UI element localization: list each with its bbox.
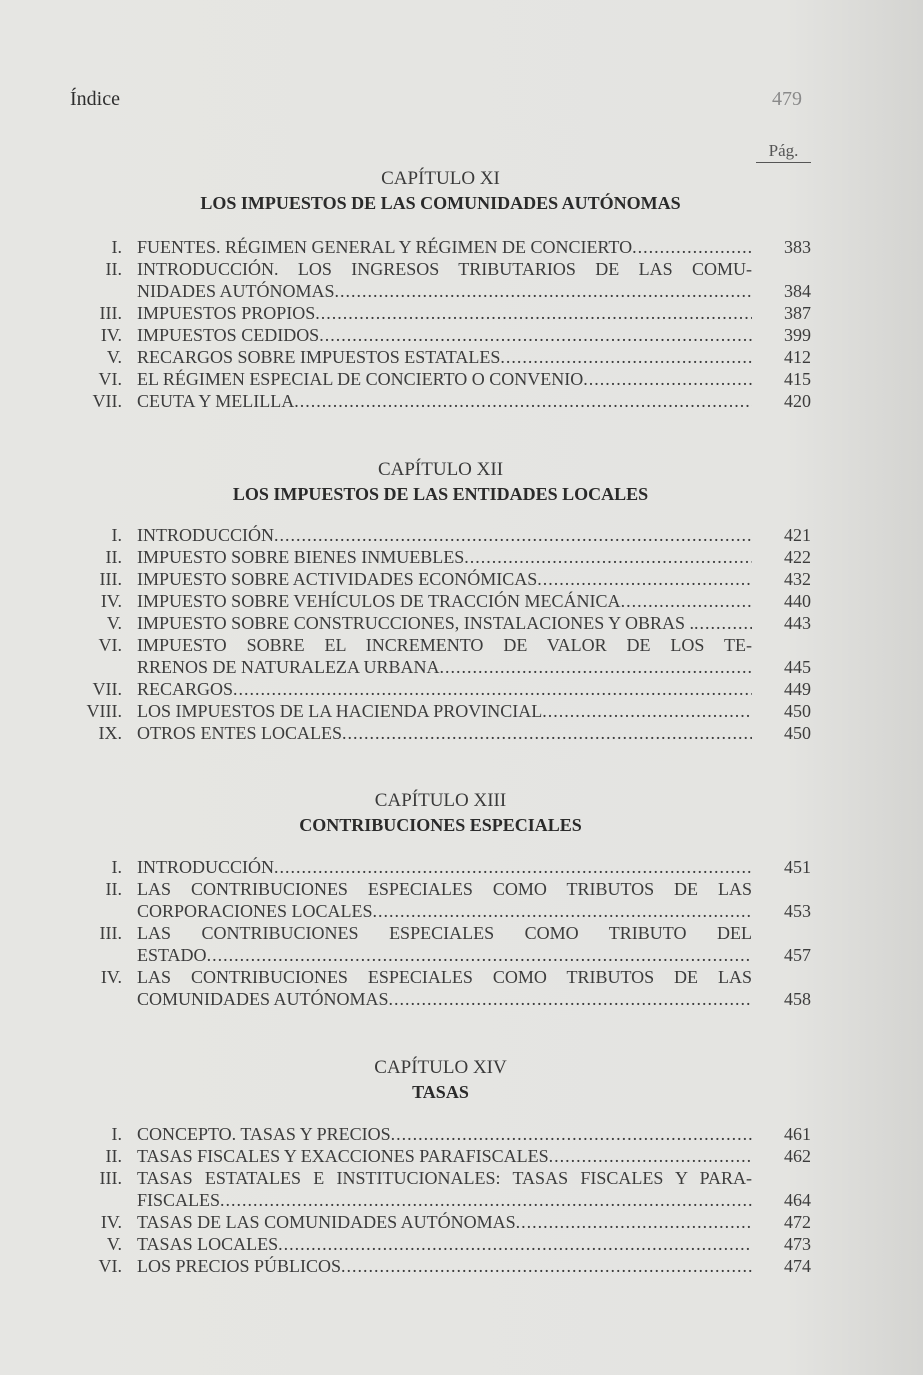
section-title: INTRODUCCIÓN. LOS INGRESOS TRIBUTARIOS DE LAS COMU- bbox=[137, 259, 752, 279]
toc-line bbox=[70, 678, 811, 700]
section-title-col bbox=[137, 1233, 752, 1255]
dot-leader bbox=[342, 722, 752, 744]
toc-line bbox=[70, 1123, 811, 1145]
toc-line bbox=[70, 302, 811, 324]
section-title-col bbox=[137, 1123, 752, 1145]
section-title-col bbox=[137, 856, 752, 878]
toc-line bbox=[70, 1233, 811, 1255]
section-title: RECARGOS bbox=[137, 679, 234, 699]
section-number-spacer bbox=[70, 656, 122, 678]
dot-leader bbox=[373, 900, 752, 922]
chapter-number: CAPÍTULO XII bbox=[377, 459, 504, 480]
toc-entry bbox=[70, 1123, 811, 1145]
dot-leader bbox=[542, 700, 752, 722]
section-number: III. bbox=[99, 303, 122, 323]
section-page: 449 bbox=[784, 679, 811, 699]
chapter-toc bbox=[70, 524, 811, 744]
toc-entry bbox=[70, 346, 811, 368]
toc-line bbox=[70, 368, 811, 390]
toc-line bbox=[70, 944, 811, 966]
dot-leader bbox=[537, 568, 752, 590]
toc-line bbox=[70, 590, 811, 612]
section-title: INTRODUCCIÓN bbox=[137, 857, 274, 877]
section-title-col bbox=[137, 1189, 752, 1211]
section-title: LOS IMPUESTOS DE LA HACIENDA PROVINCIAL bbox=[137, 701, 543, 721]
toc-entry bbox=[70, 1145, 811, 1167]
chapter-heading bbox=[70, 167, 811, 215]
dot-leader bbox=[516, 1211, 752, 1233]
chapter-toc bbox=[70, 236, 811, 412]
section-title: CORPORACIONES LOCALES bbox=[137, 901, 373, 921]
section-number-spacer bbox=[70, 944, 122, 966]
dot-leader bbox=[694, 612, 752, 634]
section-title-col bbox=[137, 546, 752, 568]
section-title: IMPUESTO SOBRE ACTIVIDADES ECONÓMICAS bbox=[137, 569, 538, 589]
chapter-heading bbox=[70, 789, 811, 837]
toc-entry bbox=[70, 324, 811, 346]
toc-line bbox=[70, 346, 811, 368]
section-number: VIII. bbox=[86, 701, 122, 721]
section-page: 399 bbox=[784, 325, 811, 345]
section-title: RRENOS DE NATURALEZA URBANA bbox=[137, 657, 440, 677]
toc-line bbox=[70, 722, 811, 744]
section-title: NIDADES AUTÓNOMAS bbox=[137, 281, 335, 301]
section-title: LOS PRECIOS PÚBLICOS bbox=[137, 1256, 342, 1276]
section-title: CONCEPTO. TASAS Y PRECIOS bbox=[137, 1124, 391, 1144]
section-page: 464 bbox=[784, 1190, 811, 1210]
section-page: 384 bbox=[784, 281, 811, 301]
section-title-col bbox=[137, 634, 752, 656]
section-title: IMPUESTO SOBRE VEHÍCULOS DE TRACCIÓN MECÁNICA bbox=[137, 591, 621, 611]
section-title-col bbox=[137, 966, 752, 988]
chapter-heading bbox=[70, 1056, 811, 1104]
section-number: I. bbox=[111, 525, 122, 545]
dot-leader bbox=[621, 590, 752, 612]
section-title-col bbox=[137, 1145, 752, 1167]
section-number: V. bbox=[106, 1234, 122, 1254]
toc-line bbox=[70, 856, 811, 878]
section-title-col bbox=[137, 1167, 752, 1189]
toc-entry bbox=[70, 612, 811, 634]
section-page: 383 bbox=[784, 237, 811, 257]
toc-entry bbox=[70, 302, 811, 324]
section-number: V. bbox=[106, 613, 122, 633]
toc-line bbox=[70, 900, 811, 922]
section-title: IMPUESTOS PROPIOS bbox=[137, 303, 316, 323]
section-title-col bbox=[137, 258, 752, 280]
toc-entry bbox=[70, 700, 811, 722]
section-title-col bbox=[137, 568, 752, 590]
dot-leader bbox=[389, 988, 752, 1010]
toc-line bbox=[70, 280, 811, 302]
section-title: INTRODUCCIÓN bbox=[137, 525, 274, 545]
toc-line bbox=[70, 568, 811, 590]
section-title: TASAS FISCALES Y EXACCIONES PARAFISCALES bbox=[137, 1146, 549, 1166]
section-page: 457 bbox=[784, 945, 811, 965]
section-page: 473 bbox=[784, 1234, 811, 1254]
section-number: V. bbox=[106, 347, 122, 367]
toc-entry bbox=[70, 1211, 811, 1233]
toc-entry bbox=[70, 258, 811, 302]
section-page: 415 bbox=[784, 369, 811, 389]
section-page: 387 bbox=[784, 303, 811, 323]
chapter-number: CAPÍTULO XIII bbox=[374, 790, 507, 811]
section-title: IMPUESTO SOBRE EL INCREMENTO DE VALOR DE LOS TE- bbox=[137, 635, 752, 655]
toc-entry bbox=[70, 966, 811, 1010]
section-title: EL RÉGIMEN ESPECIAL DE CONCIERTO O CONVENIO bbox=[137, 369, 584, 389]
section-page: 451 bbox=[784, 857, 811, 877]
toc-entry bbox=[70, 1233, 811, 1255]
section-number: VI. bbox=[98, 635, 122, 655]
section-title: TASAS LOCALES bbox=[137, 1234, 279, 1254]
section-number: VII. bbox=[92, 391, 122, 411]
section-title: RECARGOS SOBRE IMPUESTOS ESTATALES bbox=[137, 347, 501, 367]
toc-entry bbox=[70, 368, 811, 390]
chapter-title: CONTRIBUCIONES ESPECIALES bbox=[299, 815, 582, 835]
section-title: FISCALES bbox=[137, 1190, 221, 1210]
section-page: 474 bbox=[784, 1256, 811, 1276]
section-title-col bbox=[137, 678, 752, 700]
section-page: 432 bbox=[784, 569, 811, 589]
section-title: LAS CONTRIBUCIONES ESPECIALES COMO TRIBUTOS DE LAS bbox=[137, 967, 752, 987]
chapter-title: TASAS bbox=[412, 1082, 469, 1102]
section-number: I. bbox=[111, 857, 122, 877]
section-title-col bbox=[137, 368, 752, 390]
toc-line bbox=[70, 1255, 811, 1277]
section-page: 420 bbox=[784, 391, 811, 411]
chapter-toc bbox=[70, 856, 811, 1010]
section-page: 461 bbox=[784, 1124, 811, 1144]
toc-line bbox=[70, 390, 811, 412]
section-title-col bbox=[137, 324, 752, 346]
dot-leader bbox=[583, 368, 752, 390]
toc-entry bbox=[70, 546, 811, 568]
page-column-label: Pág. bbox=[756, 140, 811, 163]
section-title-col bbox=[137, 590, 752, 612]
section-number: VII. bbox=[92, 679, 122, 699]
section-title-col bbox=[137, 656, 752, 678]
section-number: I. bbox=[111, 237, 122, 257]
chapter-number: CAPÍTULO XIV bbox=[374, 1057, 507, 1078]
section-title-col bbox=[137, 524, 752, 546]
toc-line bbox=[70, 634, 811, 656]
section-page: 450 bbox=[784, 723, 811, 743]
section-number: II. bbox=[105, 879, 122, 899]
section-title-col bbox=[137, 722, 752, 744]
toc-entry bbox=[70, 922, 811, 966]
section-title-col bbox=[137, 612, 752, 634]
running-header: Índice bbox=[70, 88, 120, 110]
toc-entry bbox=[70, 678, 811, 700]
section-number-spacer bbox=[70, 900, 122, 922]
section-number: IV. bbox=[100, 967, 122, 987]
section-title: IMPUESTOS CEDIDOS bbox=[137, 325, 320, 345]
section-title-col bbox=[137, 878, 752, 900]
toc-line bbox=[70, 1145, 811, 1167]
toc-entry bbox=[70, 590, 811, 612]
section-number: I. bbox=[111, 1124, 122, 1144]
toc-line bbox=[70, 922, 811, 944]
section-title: LAS CONTRIBUCIONES ESPECIALES COMO TRIBUTOS DE LAS bbox=[137, 879, 752, 899]
toc-entry bbox=[70, 236, 811, 258]
section-number: VI. bbox=[98, 369, 122, 389]
section-title-col bbox=[137, 280, 752, 302]
toc-entry bbox=[70, 568, 811, 590]
section-number: III. bbox=[99, 1168, 122, 1188]
section-page: 458 bbox=[784, 989, 811, 1009]
section-title-col bbox=[137, 900, 752, 922]
toc-entry bbox=[70, 722, 811, 744]
toc-line bbox=[70, 700, 811, 722]
section-page: 440 bbox=[784, 591, 811, 611]
dot-leader bbox=[549, 1145, 752, 1167]
section-number: III. bbox=[99, 569, 122, 589]
section-number: II. bbox=[105, 547, 122, 567]
dot-leader bbox=[335, 280, 752, 302]
section-number: IV. bbox=[100, 325, 122, 345]
section-title: TASAS DE LAS COMUNIDADES AUTÓNOMAS bbox=[137, 1212, 516, 1232]
toc-line bbox=[70, 1211, 811, 1233]
section-title-col bbox=[137, 390, 752, 412]
dot-leader bbox=[220, 1189, 752, 1211]
section-title-col bbox=[137, 944, 752, 966]
section-number: III. bbox=[99, 923, 122, 943]
section-title: CEUTA Y MELILLA bbox=[137, 391, 295, 411]
section-title: COMUNIDADES AUTÓNOMAS bbox=[137, 989, 389, 1009]
toc-entry bbox=[70, 1167, 811, 1211]
dot-leader bbox=[500, 346, 752, 368]
section-number-spacer bbox=[70, 1189, 122, 1211]
toc-entry bbox=[70, 634, 811, 678]
section-page: 450 bbox=[784, 701, 811, 721]
toc-line bbox=[70, 524, 811, 546]
toc-line bbox=[70, 612, 811, 634]
section-title-col bbox=[137, 988, 752, 1010]
chapter-number: CAPÍTULO XI bbox=[381, 168, 500, 189]
chapter-title: LOS IMPUESTOS DE LAS COMUNIDADES AUTÓNOMAS bbox=[200, 193, 681, 213]
section-page: 443 bbox=[784, 613, 811, 633]
section-title-col bbox=[137, 922, 752, 944]
section-number: II. bbox=[105, 1146, 122, 1166]
dot-leader bbox=[341, 1255, 752, 1277]
section-title: LAS CONTRIBUCIONES ESPECIALES COMO TRIBUTO DEL bbox=[137, 923, 752, 943]
page-number: 479 bbox=[772, 88, 802, 110]
section-number: VI. bbox=[98, 1256, 122, 1276]
section-title-col bbox=[137, 700, 752, 722]
toc-line bbox=[70, 878, 811, 900]
section-title: ESTADO bbox=[137, 945, 207, 965]
chapter-title: LOS IMPUESTOS DE LAS ENTIDADES LOCALES bbox=[232, 484, 649, 504]
dot-leader bbox=[274, 524, 752, 546]
dot-leader bbox=[632, 236, 752, 258]
section-page: 412 bbox=[784, 347, 811, 367]
section-number: II. bbox=[105, 259, 122, 279]
toc-line bbox=[70, 258, 811, 280]
toc-entry bbox=[70, 524, 811, 546]
section-number-spacer bbox=[70, 280, 122, 302]
section-page: 453 bbox=[784, 901, 811, 921]
section-title-col bbox=[137, 1255, 752, 1277]
toc-entry bbox=[70, 390, 811, 412]
toc-line bbox=[70, 1167, 811, 1189]
section-page: 462 bbox=[784, 1146, 811, 1166]
section-title: OTROS ENTES LOCALES bbox=[137, 723, 343, 743]
toc-line bbox=[70, 966, 811, 988]
toc-entry bbox=[70, 878, 811, 922]
section-title-col bbox=[137, 236, 752, 258]
section-number: IV. bbox=[100, 1212, 122, 1232]
toc-entry bbox=[70, 1255, 811, 1277]
toc-line bbox=[70, 988, 811, 1010]
dot-leader bbox=[464, 546, 752, 568]
toc-line bbox=[70, 324, 811, 346]
section-page: 445 bbox=[784, 657, 811, 677]
dot-leader bbox=[278, 1233, 752, 1255]
section-number: IX. bbox=[98, 723, 122, 743]
section-page: 422 bbox=[784, 547, 811, 567]
dot-leader bbox=[274, 856, 752, 878]
section-title: IMPUESTO SOBRE CONSTRUCCIONES, INSTALACIONES Y OBRAS . bbox=[137, 613, 694, 633]
dot-leader bbox=[207, 944, 752, 966]
toc-line bbox=[70, 656, 811, 678]
section-page: 421 bbox=[784, 525, 811, 545]
toc-entry bbox=[70, 856, 811, 878]
dot-leader bbox=[391, 1123, 752, 1145]
section-title-col bbox=[137, 302, 752, 324]
chapter-heading bbox=[70, 458, 811, 506]
section-number-spacer bbox=[70, 988, 122, 1010]
dot-leader bbox=[294, 390, 752, 412]
section-title-col bbox=[137, 346, 752, 368]
section-title: IMPUESTO SOBRE BIENES INMUEBLES bbox=[137, 547, 465, 567]
dot-leader bbox=[319, 324, 752, 346]
toc-line bbox=[70, 236, 811, 258]
section-page: 472 bbox=[784, 1212, 811, 1232]
chapter-toc bbox=[70, 1123, 811, 1277]
section-title: FUENTES. RÉGIMEN GENERAL Y RÉGIMEN DE CONCIERTO bbox=[137, 237, 633, 257]
dot-leader bbox=[233, 678, 752, 700]
section-number: IV. bbox=[100, 591, 122, 611]
section-title-col bbox=[137, 1211, 752, 1233]
section-title: TASAS ESTATALES E INSTITUCIONALES: TASAS FISCALES Y PARA- bbox=[137, 1168, 752, 1188]
toc-line bbox=[70, 546, 811, 568]
dot-leader bbox=[440, 656, 752, 678]
toc-line bbox=[70, 1189, 811, 1211]
dot-leader bbox=[315, 302, 752, 324]
